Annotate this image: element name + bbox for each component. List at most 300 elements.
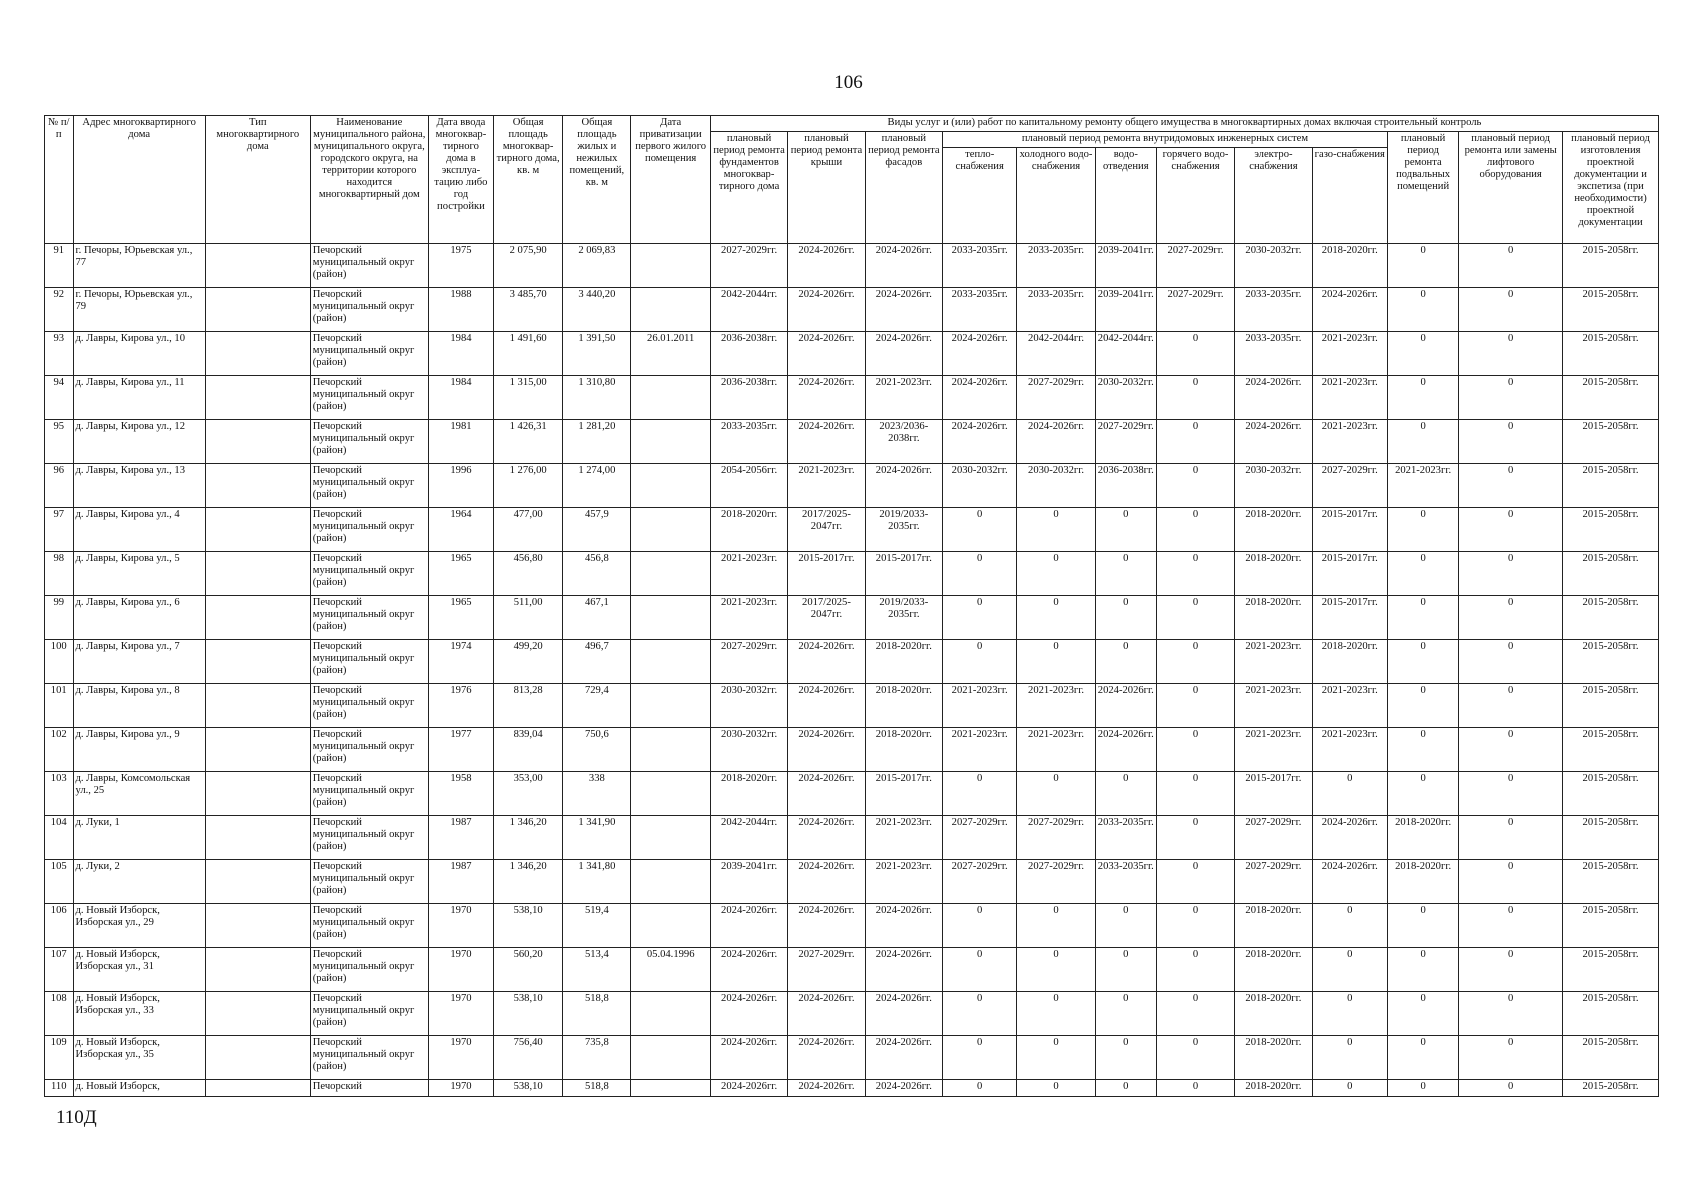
foundation-period-cell: 2024-2026гг. <box>710 992 787 1036</box>
premises-area-cell: 1 341,80 <box>563 860 631 904</box>
address-cell: д. Лавры, Комсомольская ул., 25 <box>73 772 205 816</box>
row-number-cell: 106 <box>45 904 74 948</box>
address-cell: д. Новый Изборск, <box>73 1080 205 1097</box>
privatization-date-cell <box>631 772 710 816</box>
gas-period-cell: 0 <box>1312 772 1387 816</box>
premises-area-cell: 2 069,83 <box>563 244 631 288</box>
gas-period-cell: 0 <box>1312 992 1387 1036</box>
header-heat: тепло-снабжения <box>943 148 1017 244</box>
gas-period-cell: 2015-2017гг. <box>1312 552 1387 596</box>
privatization-date-cell <box>631 904 710 948</box>
row-number-cell: 99 <box>45 596 74 640</box>
elevator-period-cell: 0 <box>1459 332 1563 376</box>
header-design: плановый период изготовления проектной документации и экспетиза (при необходимости) проектной документации <box>1563 132 1659 244</box>
cold-water-period-cell: 0 <box>1017 992 1095 1036</box>
address-cell: д. Новый Изборск, Изборская ул., 31 <box>73 948 205 992</box>
facade-period-cell: 2021-2023гг. <box>865 860 942 904</box>
roof-period-cell: 2024-2026гг. <box>788 332 865 376</box>
basement-period-cell: 0 <box>1387 1080 1458 1097</box>
privatization-date-cell <box>631 816 710 860</box>
house-type-cell <box>205 244 310 288</box>
cold-water-period-cell: 2030-2032гг. <box>1017 464 1095 508</box>
heat-period-cell: 0 <box>943 948 1017 992</box>
address-cell: г. Печоры, Юрьевская ул., 77 <box>73 244 205 288</box>
house-type-cell <box>205 464 310 508</box>
commission-year-cell: 1970 <box>428 904 493 948</box>
electric-period-cell: 2018-2020гг. <box>1235 904 1312 948</box>
table-row <box>45 1036 1659 1080</box>
foundation-period-cell: 2027-2029гг. <box>710 640 787 684</box>
total-area-cell: 538,10 <box>494 992 563 1036</box>
gas-period-cell: 0 <box>1312 1080 1387 1097</box>
total-area-cell: 1 315,00 <box>494 376 563 420</box>
total-area-cell: 1 276,00 <box>494 464 563 508</box>
total-area-cell: 560,20 <box>494 948 563 992</box>
elevator-period-cell: 0 <box>1459 596 1563 640</box>
commission-year-cell: 1984 <box>428 376 493 420</box>
table-body <box>45 244 1659 1097</box>
roof-period-cell: 2021-2023гг. <box>788 464 865 508</box>
foundation-period-cell: 2042-2044гг. <box>710 816 787 860</box>
premises-area-cell: 457,9 <box>563 508 631 552</box>
premises-area-cell: 496,7 <box>563 640 631 684</box>
electric-period-cell: 2018-2020гг. <box>1235 552 1312 596</box>
basement-period-cell: 2018-2020гг. <box>1387 860 1458 904</box>
foundation-period-cell: 2018-2020гг. <box>710 508 787 552</box>
gas-period-cell: 2024-2026гг. <box>1312 288 1387 332</box>
address-cell: д. Луки, 1 <box>73 816 205 860</box>
premises-area-cell: 456,8 <box>563 552 631 596</box>
commission-year-cell: 1987 <box>428 860 493 904</box>
district-cell: Печорский муниципальный округ (район) <box>310 332 428 376</box>
row-number-cell: 94 <box>45 376 74 420</box>
premises-area-cell: 513,4 <box>563 948 631 992</box>
electric-period-cell: 2033-2035гг. <box>1235 288 1312 332</box>
commission-year-cell: 1965 <box>428 552 493 596</box>
row-number-cell: 95 <box>45 420 74 464</box>
commission-year-cell: 1965 <box>428 596 493 640</box>
foundation-period-cell: 2024-2026гг. <box>710 948 787 992</box>
facade-period-cell: 2015-2017гг. <box>865 772 942 816</box>
electric-period-cell: 2018-2020гг. <box>1235 1036 1312 1080</box>
district-cell: Печорский <box>310 1080 428 1097</box>
facade-period-cell: 2024-2026гг. <box>865 992 942 1036</box>
elevator-period-cell: 0 <box>1459 684 1563 728</box>
heat-period-cell: 2027-2029гг. <box>943 816 1017 860</box>
privatization-date-cell <box>631 992 710 1036</box>
address-cell: д. Луки, 2 <box>73 860 205 904</box>
hot-water-period-cell: 0 <box>1156 860 1234 904</box>
sewer-period-cell: 0 <box>1095 508 1156 552</box>
roof-period-cell: 2024-2026гг. <box>788 860 865 904</box>
design-period-cell: 2015-2058гг. <box>1563 816 1659 860</box>
row-number-cell: 93 <box>45 332 74 376</box>
district-cell: Печорский муниципальный округ (район) <box>310 244 428 288</box>
total-area-cell: 538,10 <box>494 1080 563 1097</box>
total-area-cell: 2 075,90 <box>494 244 563 288</box>
sewer-period-cell: 2024-2026гг. <box>1095 684 1156 728</box>
header-cold-water: холодного водо-снабжения <box>1017 148 1095 244</box>
table-row <box>45 376 1659 420</box>
district-cell: Печорский муниципальный округ (район) <box>310 904 428 948</box>
premises-area-cell: 338 <box>563 772 631 816</box>
elevator-period-cell: 0 <box>1459 992 1563 1036</box>
basement-period-cell: 0 <box>1387 948 1458 992</box>
cold-water-period-cell: 2024-2026гг. <box>1017 420 1095 464</box>
sewer-period-cell: 0 <box>1095 948 1156 992</box>
electric-period-cell: 2018-2020гг. <box>1235 596 1312 640</box>
foundation-period-cell: 2054-2056гг. <box>710 464 787 508</box>
house-type-cell <box>205 904 310 948</box>
district-cell: Печорский муниципальный округ (район) <box>310 640 428 684</box>
total-area-cell: 756,40 <box>494 1036 563 1080</box>
roof-period-cell: 2024-2026гг. <box>788 904 865 948</box>
electric-period-cell: 2021-2023гг. <box>1235 684 1312 728</box>
header-facade: плановый период ремонта фасадов <box>865 132 942 244</box>
premises-area-cell: 735,8 <box>563 1036 631 1080</box>
gas-period-cell: 2018-2020гг. <box>1312 244 1387 288</box>
row-number-cell: 100 <box>45 640 74 684</box>
facade-period-cell: 2023/2036-2038гг. <box>865 420 942 464</box>
row-number-cell: 91 <box>45 244 74 288</box>
gas-period-cell: 2021-2023гг. <box>1312 332 1387 376</box>
address-cell: д. Новый Изборск, Изборская ул., 35 <box>73 1036 205 1080</box>
hot-water-period-cell: 2027-2029гг. <box>1156 288 1234 332</box>
basement-period-cell: 0 <box>1387 684 1458 728</box>
electric-period-cell: 2018-2020гг. <box>1235 508 1312 552</box>
commission-year-cell: 1970 <box>428 1080 493 1097</box>
commission-year-cell: 1987 <box>428 816 493 860</box>
header-num: № п/п <box>45 116 74 244</box>
sewer-period-cell: 0 <box>1095 904 1156 948</box>
premises-area-cell: 3 440,20 <box>563 288 631 332</box>
privatization-date-cell: 05.04.1996 <box>631 948 710 992</box>
elevator-period-cell: 0 <box>1459 772 1563 816</box>
table-row <box>45 904 1659 948</box>
foundation-period-cell: 2024-2026гг. <box>710 1080 787 1097</box>
cold-water-period-cell: 0 <box>1017 772 1095 816</box>
cold-water-period-cell: 2042-2044гг. <box>1017 332 1095 376</box>
sewer-period-cell: 0 <box>1095 1080 1156 1097</box>
design-period-cell: 2015-2058гг. <box>1563 640 1659 684</box>
sewer-period-cell: 2039-2041гг. <box>1095 288 1156 332</box>
facade-period-cell: 2019/2033-2035гг. <box>865 508 942 552</box>
table-row <box>45 816 1659 860</box>
design-period-cell: 2015-2058гг. <box>1563 376 1659 420</box>
house-type-cell <box>205 772 310 816</box>
foundation-period-cell: 2021-2023гг. <box>710 596 787 640</box>
cold-water-period-cell: 2021-2023гг. <box>1017 728 1095 772</box>
table-row <box>45 860 1659 904</box>
sewer-period-cell: 0 <box>1095 992 1156 1036</box>
header-type: Тип многоквартирного дома <box>205 116 310 244</box>
elevator-period-cell: 0 <box>1459 948 1563 992</box>
house-type-cell <box>205 992 310 1036</box>
address-cell: д. Лавры, Кирова ул., 5 <box>73 552 205 596</box>
roof-period-cell: 2024-2026гг. <box>788 992 865 1036</box>
commission-year-cell: 1984 <box>428 332 493 376</box>
row-number-cell: 92 <box>45 288 74 332</box>
premises-area-cell: 1 281,20 <box>563 420 631 464</box>
foundation-period-cell: 2021-2023гг. <box>710 552 787 596</box>
header-hot-water: горячего водо-снабжения <box>1156 148 1234 244</box>
district-cell: Печорский муниципальный округ (район) <box>310 728 428 772</box>
privatization-date-cell <box>631 376 710 420</box>
hot-water-period-cell: 0 <box>1156 684 1234 728</box>
house-type-cell <box>205 552 310 596</box>
basement-period-cell: 0 <box>1387 728 1458 772</box>
address-cell: д. Лавры, Кирова ул., 7 <box>73 640 205 684</box>
commission-year-cell: 1970 <box>428 1036 493 1080</box>
district-cell: Печорский муниципальный округ (район) <box>310 596 428 640</box>
header-gas: газо-снабжения <box>1312 148 1387 244</box>
cold-water-period-cell: 0 <box>1017 904 1095 948</box>
sewer-period-cell: 2030-2032гг. <box>1095 376 1156 420</box>
elevator-period-cell: 0 <box>1459 508 1563 552</box>
privatization-date-cell <box>631 1080 710 1097</box>
elevator-period-cell: 0 <box>1459 1080 1563 1097</box>
sewer-period-cell: 2039-2041гг. <box>1095 244 1156 288</box>
total-area-cell: 456,80 <box>494 552 563 596</box>
electric-period-cell: 2030-2032гг. <box>1235 244 1312 288</box>
design-period-cell: 2015-2058гг. <box>1563 288 1659 332</box>
table-row <box>45 684 1659 728</box>
address-cell: д. Лавры, Кирова ул., 6 <box>73 596 205 640</box>
sewer-period-cell: 2042-2044гг. <box>1095 332 1156 376</box>
house-type-cell <box>205 1036 310 1080</box>
design-period-cell: 2015-2058гг. <box>1563 420 1659 464</box>
commission-year-cell: 1958 <box>428 772 493 816</box>
electric-period-cell: 2024-2026гг. <box>1235 420 1312 464</box>
roof-period-cell: 2024-2026гг. <box>788 1080 865 1097</box>
table-row <box>45 420 1659 464</box>
cold-water-period-cell: 2033-2035гг. <box>1017 244 1095 288</box>
design-period-cell: 2015-2058гг. <box>1563 244 1659 288</box>
premises-area-cell: 518,8 <box>563 1080 631 1097</box>
electric-period-cell: 2021-2023гг. <box>1235 640 1312 684</box>
facade-period-cell: 2024-2026гг. <box>865 1080 942 1097</box>
gas-period-cell: 2024-2026гг. <box>1312 816 1387 860</box>
cold-water-period-cell: 0 <box>1017 1080 1095 1097</box>
roof-period-cell: 2024-2026гг. <box>788 816 865 860</box>
heat-period-cell: 0 <box>943 992 1017 1036</box>
heat-period-cell: 0 <box>943 640 1017 684</box>
hot-water-period-cell: 0 <box>1156 332 1234 376</box>
cold-water-period-cell: 0 <box>1017 552 1095 596</box>
total-area-cell: 1 491,60 <box>494 332 563 376</box>
row-number-cell: 103 <box>45 772 74 816</box>
house-type-cell <box>205 332 310 376</box>
foundation-period-cell: 2027-2029гг. <box>710 244 787 288</box>
roof-period-cell: 2024-2026гг. <box>788 420 865 464</box>
design-period-cell: 2015-2058гг. <box>1563 596 1659 640</box>
roof-period-cell: 2015-2017гг. <box>788 552 865 596</box>
header-elevator: плановый период ремонта или замены лифтового оборудования <box>1459 132 1563 244</box>
heat-period-cell: 2027-2029гг. <box>943 860 1017 904</box>
cold-water-period-cell: 0 <box>1017 596 1095 640</box>
elevator-period-cell: 0 <box>1459 288 1563 332</box>
basement-period-cell: 0 <box>1387 904 1458 948</box>
gas-period-cell: 2021-2023гг. <box>1312 684 1387 728</box>
basement-period-cell: 0 <box>1387 640 1458 684</box>
house-type-cell <box>205 948 310 992</box>
cold-water-period-cell: 0 <box>1017 948 1095 992</box>
house-type-cell <box>205 508 310 552</box>
commission-year-cell: 1970 <box>428 948 493 992</box>
page-number: 106 <box>834 72 863 93</box>
house-type-cell <box>205 728 310 772</box>
facade-period-cell: 2019/2033-2035гг. <box>865 596 942 640</box>
privatization-date-cell: 26.01.2011 <box>631 332 710 376</box>
privatization-date-cell <box>631 728 710 772</box>
cold-water-period-cell: 2027-2029гг. <box>1017 816 1095 860</box>
heat-period-cell: 0 <box>943 508 1017 552</box>
design-period-cell: 2015-2058гг. <box>1563 508 1659 552</box>
foundation-period-cell: 2030-2032гг. <box>710 728 787 772</box>
table-row <box>45 508 1659 552</box>
privatization-date-cell <box>631 596 710 640</box>
table-row <box>45 1080 1659 1097</box>
premises-area-cell: 519,4 <box>563 904 631 948</box>
table-row <box>45 992 1659 1036</box>
gas-period-cell: 0 <box>1312 1036 1387 1080</box>
district-cell: Печорский муниципальный округ (район) <box>310 992 428 1036</box>
header-engineering-group: плановый период ремонта внутридомовых инженерных систем <box>943 132 1388 148</box>
row-number-cell: 109 <box>45 1036 74 1080</box>
total-area-cell: 538,10 <box>494 904 563 948</box>
design-period-cell: 2015-2058гг. <box>1563 948 1659 992</box>
gas-period-cell: 2024-2026гг. <box>1312 860 1387 904</box>
basement-period-cell: 0 <box>1387 508 1458 552</box>
roof-period-cell: 2027-2029гг. <box>788 948 865 992</box>
header-works-group: Виды услуг и (или) работ по капитальному ремонту общего имущества в многоквартирных домах включая строительный контроль <box>710 116 1658 132</box>
total-area-cell: 3 485,70 <box>494 288 563 332</box>
electric-period-cell: 2030-2032гг. <box>1235 464 1312 508</box>
elevator-period-cell: 0 <box>1459 728 1563 772</box>
address-cell: д. Лавры, Кирова ул., 8 <box>73 684 205 728</box>
total-area-cell: 499,20 <box>494 640 563 684</box>
hot-water-period-cell: 0 <box>1156 508 1234 552</box>
table-row <box>45 244 1659 288</box>
facade-period-cell: 2024-2026гг. <box>865 244 942 288</box>
facade-period-cell: 2018-2020гг. <box>865 728 942 772</box>
row-number-cell: 98 <box>45 552 74 596</box>
elevator-period-cell: 0 <box>1459 816 1563 860</box>
row-number-cell: 97 <box>45 508 74 552</box>
total-area-cell: 477,00 <box>494 508 563 552</box>
design-period-cell: 2015-2058гг. <box>1563 992 1659 1036</box>
hot-water-period-cell: 0 <box>1156 904 1234 948</box>
hot-water-period-cell: 0 <box>1156 640 1234 684</box>
basement-period-cell: 0 <box>1387 992 1458 1036</box>
foundation-period-cell: 2039-2041гг. <box>710 860 787 904</box>
gas-period-cell: 0 <box>1312 904 1387 948</box>
foundation-period-cell: 2018-2020гг. <box>710 772 787 816</box>
basement-period-cell: 2021-2023гг. <box>1387 464 1458 508</box>
house-type-cell <box>205 596 310 640</box>
foundation-period-cell: 2024-2026гг. <box>710 904 787 948</box>
design-period-cell: 2015-2058гг. <box>1563 1036 1659 1080</box>
row-number-cell: 105 <box>45 860 74 904</box>
privatization-date-cell <box>631 684 710 728</box>
privatization-date-cell <box>631 464 710 508</box>
elevator-period-cell: 0 <box>1459 860 1563 904</box>
hot-water-period-cell: 0 <box>1156 728 1234 772</box>
design-period-cell: 2015-2058гг. <box>1563 728 1659 772</box>
premises-area-cell: 1 391,50 <box>563 332 631 376</box>
house-type-cell <box>205 420 310 464</box>
design-period-cell: 2015-2058гг. <box>1563 1080 1659 1097</box>
gas-period-cell: 2018-2020гг. <box>1312 640 1387 684</box>
design-period-cell: 2015-2058гг. <box>1563 552 1659 596</box>
header-foundation: плановый период ремонта фундаментов многоквар-тирного дома <box>710 132 787 244</box>
district-cell: Печорский муниципальный округ (район) <box>310 464 428 508</box>
address-cell: д. Лавры, Кирова ул., 10 <box>73 332 205 376</box>
row-number-cell: 108 <box>45 992 74 1036</box>
elevator-period-cell: 0 <box>1459 420 1563 464</box>
house-type-cell <box>205 860 310 904</box>
heat-period-cell: 2024-2026гг. <box>943 376 1017 420</box>
row-number-cell: 107 <box>45 948 74 992</box>
premises-area-cell: 750,6 <box>563 728 631 772</box>
facade-period-cell: 2024-2026гг. <box>865 1036 942 1080</box>
hot-water-period-cell: 0 <box>1156 1080 1234 1097</box>
header-address: Адрес многоквартирного дома <box>73 116 205 244</box>
design-period-cell: 2015-2058гг. <box>1563 684 1659 728</box>
basement-period-cell: 0 <box>1387 376 1458 420</box>
basement-period-cell: 0 <box>1387 772 1458 816</box>
address-cell: д. Лавры, Кирова ул., 12 <box>73 420 205 464</box>
heat-period-cell: 0 <box>943 772 1017 816</box>
cold-water-period-cell: 2027-2029гг. <box>1017 376 1095 420</box>
roof-period-cell: 2024-2026гг. <box>788 288 865 332</box>
district-cell: Печорский муниципальный округ (район) <box>310 948 428 992</box>
hot-water-period-cell: 0 <box>1156 552 1234 596</box>
heat-period-cell: 2021-2023гг. <box>943 728 1017 772</box>
facade-period-cell: 2018-2020гг. <box>865 684 942 728</box>
roof-period-cell: 2017/2025-2047гг. <box>788 596 865 640</box>
heat-period-cell: 0 <box>943 596 1017 640</box>
hot-water-period-cell: 0 <box>1156 420 1234 464</box>
district-cell: Печорский муниципальный округ (район) <box>310 684 428 728</box>
cold-water-period-cell: 0 <box>1017 640 1095 684</box>
house-type-cell <box>205 1080 310 1097</box>
total-area-cell: 813,28 <box>494 684 563 728</box>
sewer-period-cell: 2024-2026гг. <box>1095 728 1156 772</box>
premises-area-cell: 1 274,00 <box>563 464 631 508</box>
cold-water-period-cell: 0 <box>1017 508 1095 552</box>
premises-area-cell: 1 310,80 <box>563 376 631 420</box>
header-roof: плановый период ремонта крыши <box>788 132 865 244</box>
roof-period-cell: 2024-2026гг. <box>788 1036 865 1080</box>
commission-year-cell: 1981 <box>428 420 493 464</box>
basement-period-cell: 0 <box>1387 244 1458 288</box>
design-period-cell: 2015-2058гг. <box>1563 464 1659 508</box>
heat-period-cell: 0 <box>943 904 1017 948</box>
elevator-period-cell: 0 <box>1459 464 1563 508</box>
sewer-period-cell: 0 <box>1095 552 1156 596</box>
facade-period-cell: 2015-2017гг. <box>865 552 942 596</box>
gas-period-cell: 2021-2023гг. <box>1312 728 1387 772</box>
header-basement: плановый период ремонта подвальных помещений <box>1387 132 1458 244</box>
elevator-period-cell: 0 <box>1459 904 1563 948</box>
roof-period-cell: 2017/2025-2047гг. <box>788 508 865 552</box>
hot-water-period-cell: 2027-2029гг. <box>1156 244 1234 288</box>
house-type-cell <box>205 376 310 420</box>
total-area-cell: 1 346,20 <box>494 860 563 904</box>
address-cell: г. Печоры, Юрьевская ул., 79 <box>73 288 205 332</box>
table-row <box>45 728 1659 772</box>
